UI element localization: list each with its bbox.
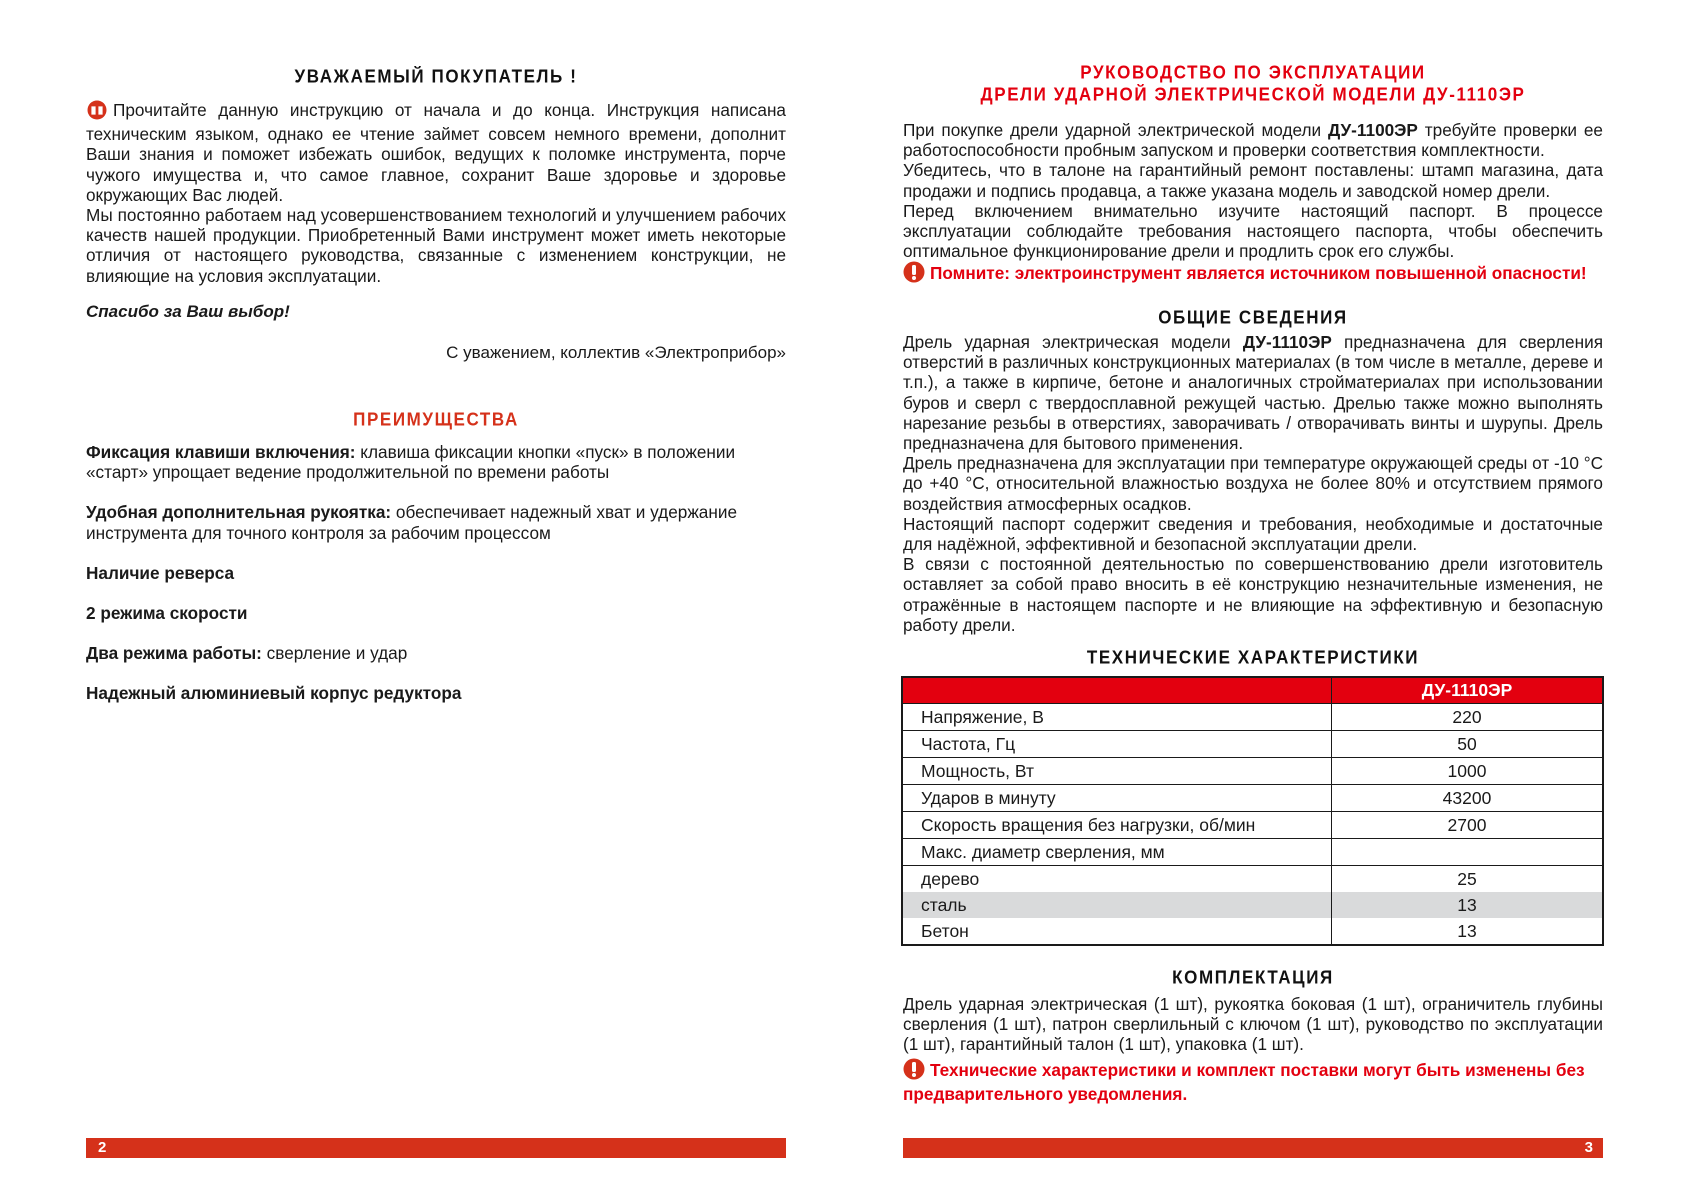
- general-paragraph-2: Дрель предназначена для эксплуатации при температуре окружающей среды от -10 °С до +40 °С, относительной влажностью воздуха не более 80% и отсутствием прямого воздействия атмосферных осадков.: [903, 453, 1603, 514]
- table-row: Бетон 13: [902, 918, 1603, 945]
- table-row: сталь 13: [902, 892, 1603, 918]
- model-name: ДУ-1100ЭР: [1328, 120, 1418, 140]
- intro-paragraph-3: Перед включением внимательно изучите настоящий паспорт. В процессе эксплуатации соблюдайте требования настоящего паспорта, чтобы обеспечить оптимальное функционирование дрели и продлить срок его службы.: [903, 200, 1603, 262]
- kit-title: КОМПЛЕКТАЦИЯ: [1172, 967, 1334, 988]
- table-row: Скорость вращения без нагрузки, об/мин 2700: [902, 812, 1603, 839]
- general-paragraph-3: Настоящий паспорт содержит сведения и требования, необходимые и достаточные для надёжной, эффективной и безопасной эксплуатации дрели.: [903, 513, 1603, 555]
- kit-warning: Технические характеристики и комплект поставки могут быть изменены без предварительного уведомления.: [903, 1059, 1585, 1104]
- manual-title-line-2: ДРЕЛИ УДАРНОЙ ЭЛЕКТРИЧЕСКОЙ МОДЕЛИ ДУ-1110ЭР: [980, 84, 1526, 105]
- kit-block: [903, 994, 1603, 1104]
- manual-title: [903, 62, 1603, 106]
- signature: С уважением, коллектив «Электроприбор»: [446, 343, 786, 362]
- specs-header-model: ДУ-1110ЭР: [1332, 677, 1604, 704]
- page-number: 2: [98, 1139, 107, 1156]
- advantages-list: [86, 442, 786, 724]
- general-title: ОБЩИЕ СВЕДЕНИЯ: [1158, 307, 1348, 328]
- footer-bar-left: [86, 1138, 786, 1158]
- advantage-item: Надежный алюминиевый корпус редуктора: [86, 683, 462, 704]
- intro-block: [903, 120, 1603, 288]
- general-paragraph-1: Дрель ударная электрическая модели ДУ-1110ЭР предназначена для сверления отверстий в различных конструкционных материалах (в том числе в металле, дереве и т.п.), а также в кирпиче, бетоне и аналогичных стройматериалах при использовании буров и сверл с твердосплавной режущей частью. Дрелью также можно выполнять нарезание резьбы в отверстиях, заворачивать / отворачивать винты и шурупы. Дрель предназначена для бытового применения.: [903, 332, 1603, 454]
- intro-paragraph-2: Убедитесь, что в талоне на гарантийный ремонт поставлены: штамп магазина, дата продажи и подпись продавца, а также указана модель и заводской номер дрели.: [903, 160, 1603, 201]
- general-block: [903, 332, 1603, 635]
- table-row: Мощность, Вт 1000: [902, 758, 1603, 785]
- advantage-item: 2 режима скорости: [86, 603, 248, 624]
- specs-header-row: [902, 677, 1603, 704]
- greeting-title: УВАЖАЕМЫЙ ПОКУПАТЕЛЬ !: [294, 66, 578, 87]
- table-row: Частота, Гц 50: [902, 731, 1603, 758]
- specs-table-wrapper: [901, 676, 1604, 946]
- model-name: ДУ-1110ЭР: [1242, 332, 1332, 352]
- page-number: 3: [1584, 1139, 1593, 1156]
- specs-title: ТЕХНИЧЕСКИЕ ХАРАКТЕРИСТИКИ: [1086, 647, 1420, 668]
- intro-paragraph-1: Прочитайте данную инструкцию от начала и до конца. Инструкция написана техническим языком, однако ее чтение займет совсем немного времени, дополнит Ваши знания и поможет избежать ошибок, ведущих к поломке инструмента, порче чужого имущества и, что самое главное, сохранит Ваше здоровье и здоровье окружающих Вас людей.: [86, 100, 786, 205]
- advantage-item: Фиксация клавиши включения: клавиша фиксации кнопки «пуск» в положении «старт» упрощает ведение продолжительной по времени работы: [86, 442, 736, 483]
- table-row: Макс. диаметр сверления, мм: [902, 839, 1603, 866]
- intro-block: [86, 100, 786, 286]
- specs-header-label: [902, 677, 1332, 704]
- table-row: Напряжение, В 220: [902, 704, 1603, 731]
- book-icon: [86, 100, 108, 124]
- table-row: Ударов в минуту 43200: [902, 785, 1603, 812]
- exclamation-icon: [903, 261, 925, 287]
- table-row: дерево 25: [902, 866, 1603, 893]
- kit-text: Дрель ударная электрическая (1 шт), рукоятка боковая (1 шт), ограничитель глубины сверления (1 шт), патрон сверлильный с ключом (1 шт), руководство по эксплуатации (1 шт), гарантийный талон (1 шт), упаковка (1 шт).: [903, 994, 1603, 1055]
- manual-title-line-1: РУКОВОДСТВО ПО ЭКСПЛУАТАЦИИ: [1080, 62, 1426, 83]
- advantage-item: Два режима работы: сверление и удар: [86, 643, 408, 664]
- advantage-item: Удобная дополнительная рукоятка: обеспечивает надежный хват и удержание инструмента для точного контроля за рабочим процессом: [86, 502, 738, 543]
- footer-bar-right: [903, 1138, 1603, 1158]
- exclamation-icon: [903, 1058, 925, 1084]
- intro-paragraph-2: Мы постоянно работаем над усовершенствованием технологий и улучшением рабочих качеств нашей продукции. Приобретенный Вами инструмент может иметь некоторые отличия от настоящего руководства, связанные с изменением конструкции, не влияющие на условия эксплуатации.: [86, 205, 786, 286]
- general-paragraph-4: В связи с постоянной деятельностью по совершенствованию дрели изготовитель оставляет за собой право вносить в её конструкцию незначительные изменения, не отражённые в настоящем паспорте и не влияющие на эффективную и безопасную работу дрели.: [903, 554, 1603, 635]
- advantage-item: Наличие реверса: [86, 562, 235, 583]
- danger-warning: Помните: электроинструмент является источником повышенной опасности!: [903, 261, 1603, 287]
- advantages-title: ПРЕИМУЩЕСТВА: [353, 409, 519, 430]
- intro-paragraph-1: При покупке дрели ударной электрической модели ДУ-1100ЭР требуйте проверки ее работоспособности пробным запуском и проверки соответствия комплектности.: [903, 120, 1603, 161]
- thanks-text: Спасибо за Ваш выбор!: [86, 302, 290, 321]
- specs-table: [901, 676, 1604, 946]
